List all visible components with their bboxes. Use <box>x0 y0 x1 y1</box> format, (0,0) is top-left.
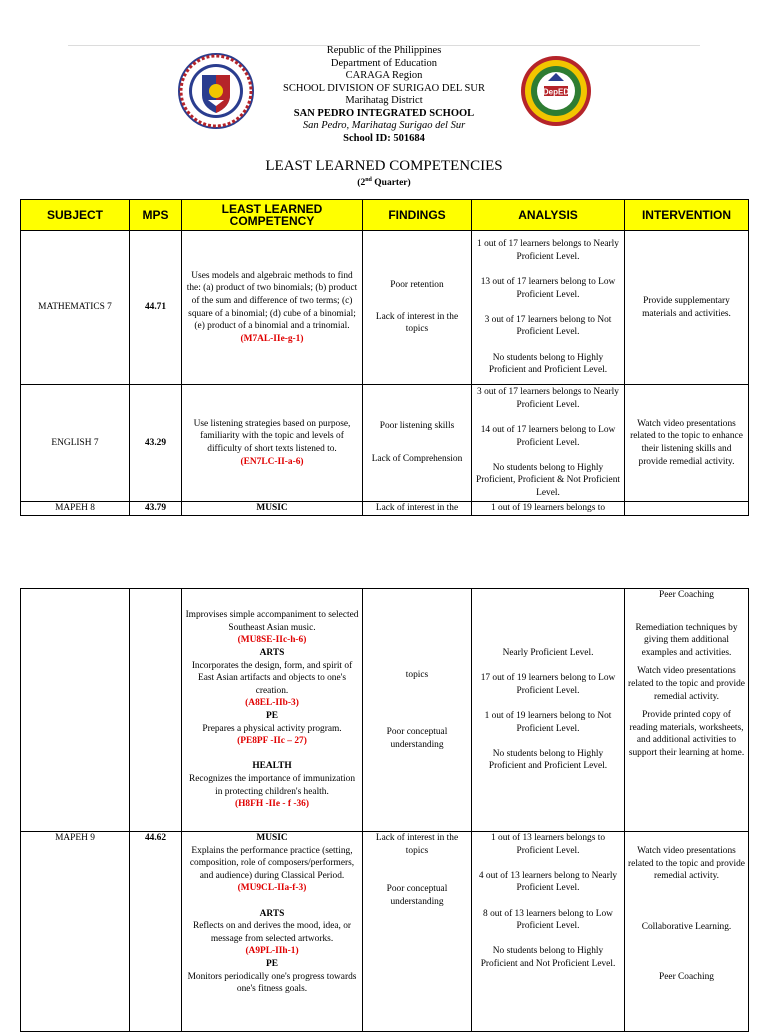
analysis-item: No students belong to Highly Proficient and Not Proficient Level. <box>480 946 616 969</box>
column-header-mps: MPS <box>130 200 182 231</box>
findings-cell <box>363 589 472 832</box>
competency-heading: MUSIC <box>256 833 288 843</box>
analysis-item: 3 out of 17 learners belongs to Nearly Proficient Level. <box>477 387 619 410</box>
competency-code: (MU8SE-IIc-h-6) <box>237 635 307 646</box>
school-address: San Pedro, Marihatag Surigao del Sur <box>302 120 466 131</box>
letterhead-line: SCHOOL DIVISION OF SURIGAO DEL SUR <box>283 82 485 94</box>
letterhead-line: CARAGA Region <box>345 70 423 81</box>
competency-heading: HEALTH <box>252 761 292 772</box>
findings-cell: Lack of interest in the <box>363 502 472 516</box>
competency-code: (EN7LC-II-a-6) <box>240 456 304 467</box>
findings-cell <box>363 231 472 385</box>
finding-item: Poor listening skills <box>379 421 455 432</box>
analysis-cell <box>472 832 625 1032</box>
intervention-cell <box>625 589 749 832</box>
competency-cell <box>182 385 363 502</box>
intervention-cell: Watch video presentations related to the topic to enhance their listening skills and provide remedial activity. <box>625 385 749 502</box>
analysis-item: 14 out of 17 learners belong to Low Proficient Level. <box>480 425 616 448</box>
table-row-english <box>21 385 749 502</box>
finding-item: Poor conceptual understanding <box>386 727 448 750</box>
competency-cell <box>182 832 363 1032</box>
analysis-cell <box>472 589 625 832</box>
finding-item: Lack of Comprehension <box>371 454 463 464</box>
intervention-item: Collaborative Learning. <box>641 921 732 932</box>
competency-text: Improvises simple accompaniment to selected Southeast Asian music. <box>185 610 359 633</box>
school-id: School ID: 501684 <box>343 132 425 144</box>
school-name: SAN PEDRO INTEGRATED SCHOOL <box>293 107 475 119</box>
column-header-competency: LEAST LEARNED COMPETENCY <box>182 200 363 231</box>
table-row-mapeh-9 <box>21 832 749 1032</box>
column-header-subject: SUBJECT <box>21 200 130 231</box>
analysis-cell <box>472 385 625 502</box>
mps-cell: 43.79 <box>130 502 182 516</box>
analysis-item: 8 out of 13 learners belong to Low Proficient Level. <box>483 908 613 932</box>
competency-code: (H8FH -IIe - f -36) <box>235 799 309 810</box>
subject-cell <box>21 589 130 832</box>
competency-heading: ARTS <box>259 908 285 919</box>
intervention-item: Watch video presentations related to the topic and provide remedial activity. <box>628 846 745 882</box>
analysis-cell <box>472 231 625 385</box>
document-subtitle: (2nd Quarter) <box>357 177 411 189</box>
document-title: LEAST LEARNED COMPETENCIES <box>265 158 503 174</box>
subject-cell: MAPEH 8 <box>21 502 130 516</box>
competency-heading: ARTS <box>259 648 285 659</box>
competency-code: (MU9CL-IIa-f-3) <box>237 883 307 894</box>
competency-text: Reflects on and derives the mood, idea, or message from selected artworks. <box>192 921 352 944</box>
table-row-mapeh-8 <box>21 502 749 516</box>
competency-table-page-2 <box>20 588 749 1032</box>
finding-item: Poor conceptual understanding <box>386 884 448 907</box>
competency-table-page-1 <box>20 199 749 516</box>
analysis-item: Nearly Proficient Level. <box>502 648 594 659</box>
competency-code: (A8EL-IIb-3) <box>245 698 299 709</box>
intervention-item: Watch video presentations related to the topic and provide remedial activity. <box>628 666 745 702</box>
analysis-item: No students belong to Highly Proficient and Proficient Level. <box>488 352 608 376</box>
competency-heading: PE <box>266 958 278 969</box>
mps-cell: 44.62 <box>130 832 182 1032</box>
intervention-cell <box>625 832 749 1032</box>
school-seal-text: DepED <box>542 87 570 97</box>
finding-item: topics <box>405 669 429 680</box>
intervention-item: Provide printed copy of reading materials, worksheets, and additional activities to support their learning at home. <box>628 710 745 758</box>
letterhead <box>0 45 768 145</box>
analysis-item: No students belong to Highly Proficient, Proficient & Not Proficient Level. <box>476 462 620 499</box>
letterhead-line: Marihatag District <box>345 95 423 106</box>
competency-code: (A9PL-IIh-1) <box>245 946 299 957</box>
table-row-mapeh-8-continued <box>21 589 749 832</box>
intervention-item: Remediation techniques by giving them additional examples and activities. <box>635 622 738 658</box>
competency-code: (PE8PF -IIc – 27) <box>237 736 307 747</box>
competency-text: Uses models and algebraic methods to find the: (a) product of two binomials; (b) product of the sum and difference of two terms; (c) square of a binomial; (d) cube of a binomial; (e) product of a binomial and a trinomial. <box>186 270 358 332</box>
letterhead-line: Republic of the Philippines <box>326 45 442 56</box>
letterhead-line: Department of Education <box>330 57 438 69</box>
findings-cell <box>363 385 472 502</box>
competency-code: (M7AL-IIe-g-1) <box>240 333 304 344</box>
analysis-item: 13 out of 17 learners belong to Low Proficient Level. <box>480 277 616 300</box>
competency-cell: MUSIC <box>182 502 363 516</box>
analysis-item: 1 out of 19 learners belong to Not Proficient Level. <box>484 711 612 734</box>
subject-cell: ENGLISH 7 <box>21 385 130 502</box>
intervention-item: Peer Coaching <box>659 590 714 600</box>
table-header-row <box>21 200 749 231</box>
finding-item: Poor retention <box>390 280 444 291</box>
intervention-item: Peer Coaching <box>659 972 714 983</box>
finding-item: Lack of interest in the topics <box>375 833 459 856</box>
competency-text: Incorporates the design, form, and spirit of East Asian artifacts and objects to one's creation. <box>191 660 353 696</box>
competency-text: Prepares a physical activity program. <box>202 723 342 734</box>
analysis-item: 3 out of 17 learners belong to Not Proficient Level. <box>484 314 612 338</box>
competency-text: Explains the performance practice (setting, composition, role of composers/performers, and audience) during Classical Period. <box>189 845 355 881</box>
competency-text: Monitors periodically one's progress towards one's fitness goals. <box>187 971 357 995</box>
analysis-item: 17 out of 19 learners belong to Low Proficient Level. <box>480 673 616 696</box>
competency-cell <box>182 589 363 832</box>
findings-cell <box>363 832 472 1032</box>
competency-cell <box>182 231 363 385</box>
analysis-cell: 1 out of 19 learners belongs to <box>472 502 625 516</box>
finding-item: Lack of interest in the topics <box>375 311 459 335</box>
competency-text: Recognizes the importance of immunization in protecting children's health. <box>188 773 356 797</box>
mps-cell: 43.29 <box>130 385 182 502</box>
column-header-findings: FINDINGS <box>363 200 472 231</box>
analysis-item: 1 out of 13 learners belongs to Proficient Level. <box>490 833 606 856</box>
column-header-intervention: INTERVENTION <box>625 200 749 231</box>
analysis-item: 4 out of 13 learners belong to Nearly Proficient Level. <box>478 870 618 894</box>
analysis-item: 1 out of 17 learners belongs to Nearly Proficient Level. <box>477 239 619 262</box>
analysis-item: No students belong to Highly Proficient and Proficient Level. <box>488 748 608 772</box>
column-header-analysis: ANALYSIS <box>472 200 625 231</box>
mps-cell <box>130 589 182 832</box>
subject-cell: MATHEMATICS 7 <box>21 231 130 385</box>
mps-cell: 44.71 <box>130 231 182 385</box>
intervention-cell <box>625 502 749 516</box>
table-row-mathematics <box>21 231 749 385</box>
intervention-cell: Provide supplementary materials and activities. <box>625 231 749 385</box>
document-page-2 <box>0 522 768 1024</box>
subject-cell: MAPEH 9 <box>21 832 130 1032</box>
competency-text: Use listening strategies based on purpose, familiarity with the topic and levels of difficulty of short texts listened to. <box>193 418 351 454</box>
competency-heading: PE <box>266 711 278 721</box>
